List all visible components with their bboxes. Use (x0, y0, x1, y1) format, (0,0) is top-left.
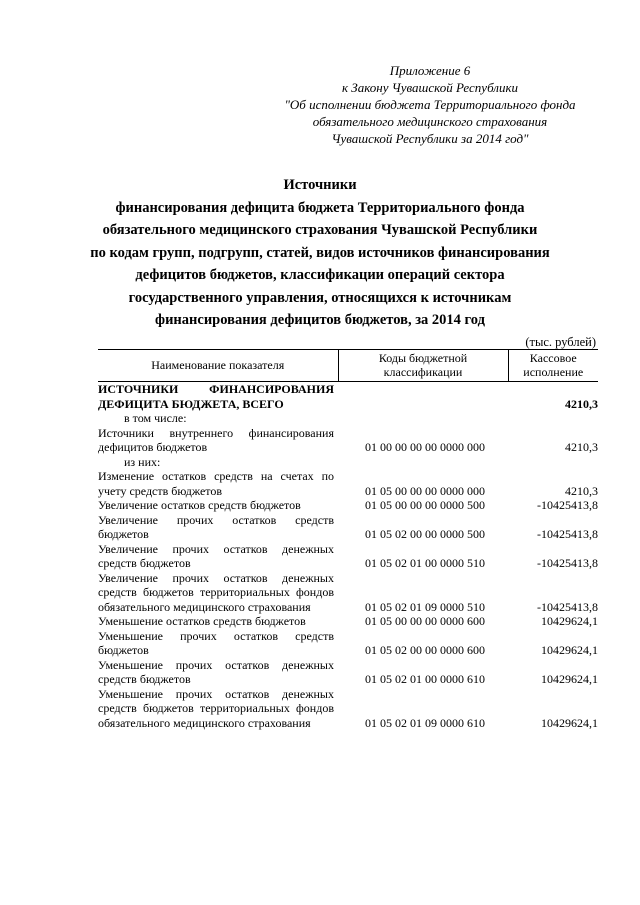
table-row (98, 513, 598, 542)
row-name: ИСТОЧНИКИ ФИНАНСИРОВАНИЯ ДЕФИЦИТА БЮДЖЕТА, ВСЕГО (98, 382, 334, 411)
table-row (98, 542, 598, 571)
table-row (98, 658, 598, 687)
row-value (508, 455, 598, 470)
row-code: 01 05 02 01 00 0000 610 (365, 672, 485, 686)
header-code: Коды бюджетной классификации (338, 350, 508, 382)
row-value: -10425413,8 (537, 498, 598, 512)
row-name: Уменьшение прочих остатков средств бюджетов (98, 628, 334, 657)
appendix-line: к Закону Чувашской Республики (341, 80, 519, 95)
row-code: 01 05 00 00 00 0000 600 (365, 614, 485, 628)
appendix-note (260, 62, 600, 147)
sources-table (98, 349, 598, 730)
row-value: 10429624,1 (541, 672, 598, 686)
units-label: (тыс. рублей) (525, 335, 596, 349)
row-code (338, 382, 508, 412)
table-row-total (98, 382, 598, 412)
row-value (508, 411, 598, 426)
row-name: Увеличение прочих остатков денежных средств бюджетов (98, 541, 334, 570)
row-name: Уменьшение остатков средств бюджетов (98, 614, 306, 628)
table-row (98, 469, 598, 498)
title-line: государственного управления, относящихся к источникам (128, 289, 512, 306)
row-name: Увеличение остатков средств бюджетов (98, 498, 301, 512)
appendix-line: Приложение 6 (389, 63, 471, 78)
row-value: -10425413,8 (537, 527, 598, 541)
table-row (98, 571, 598, 615)
row-code: 01 05 02 00 00 0000 500 (365, 527, 485, 541)
title-line: обязательного медицинского страхования Чувашской Республики (102, 222, 538, 238)
row-code: 01 00 00 00 00 0000 000 (365, 440, 485, 454)
row-code (338, 455, 508, 470)
row-code: 01 05 02 01 00 0000 510 (365, 556, 485, 570)
table-row (98, 498, 598, 513)
row-value: 10429624,1 (541, 614, 598, 628)
row-code (338, 411, 508, 426)
row-value: 4210,3 (565, 440, 598, 454)
row-name: из них: (124, 454, 161, 469)
row-name: Уменьшение прочих остатков денежных средств бюджетов территориальных фондов обязательного медицинского страхования (98, 686, 334, 730)
row-code: 01 05 02 01 09 0000 510 (365, 599, 485, 614)
table-header-row (98, 350, 598, 382)
row-code: 01 05 00 00 00 0000 500 (365, 498, 485, 512)
row-value: -10425413,8 (537, 556, 598, 570)
table-row (98, 411, 598, 426)
title-line: дефицитов бюджетов, классификации операций сектора (135, 267, 505, 283)
row-value: -10425413,8 (537, 599, 598, 614)
row-name: Уменьшение прочих остатков денежных средств бюджетов (98, 657, 334, 686)
title-line: финансирования дефицита бюджета Территориального фонда (115, 199, 525, 216)
title-line: Источники (283, 177, 357, 193)
table-row (98, 614, 598, 629)
row-code: 01 05 02 01 09 0000 610 (365, 715, 485, 730)
row-value: 10429624,1 (541, 643, 598, 657)
title-line: по кодам групп, подгрупп, статей, видов источников финансирования (90, 244, 550, 261)
row-code: 01 05 02 00 00 0000 600 (365, 643, 485, 657)
appendix-line: обязательного медицинского страхования (312, 114, 548, 129)
document-title (60, 174, 580, 332)
header-value: Кассовое исполнение (508, 350, 598, 382)
table-row (98, 687, 598, 731)
appendix-line: "Об исполнении бюджета Территориального фонда (284, 97, 576, 112)
row-name: Изменение остатков средств на счетах по учету средств бюджетов (98, 469, 334, 498)
appendix-line: Чувашской Республики за 2014 год" (331, 131, 529, 146)
table-row (98, 426, 598, 455)
header-name: Наименование показателя (98, 350, 338, 382)
row-value: 4210,3 (565, 396, 598, 411)
title-line: финансирования дефицитов бюджетов, за 2014 год (155, 312, 485, 328)
row-name: Увеличение прочих остатков денежных средств бюджетов территориальных фондов обязательного медицинского страхования (98, 570, 334, 614)
row-code: 01 05 00 00 00 0000 000 (365, 483, 485, 498)
row-name: Источники внутреннего финансирования дефицитов бюджетов (98, 425, 334, 454)
row-name: в том числе: (124, 411, 187, 425)
table-row (98, 455, 598, 470)
row-name: Увеличение прочих остатков средств бюджетов (98, 512, 334, 541)
table-row (98, 629, 598, 658)
row-value: 10429624,1 (541, 715, 598, 730)
row-value: 4210,3 (565, 483, 598, 498)
